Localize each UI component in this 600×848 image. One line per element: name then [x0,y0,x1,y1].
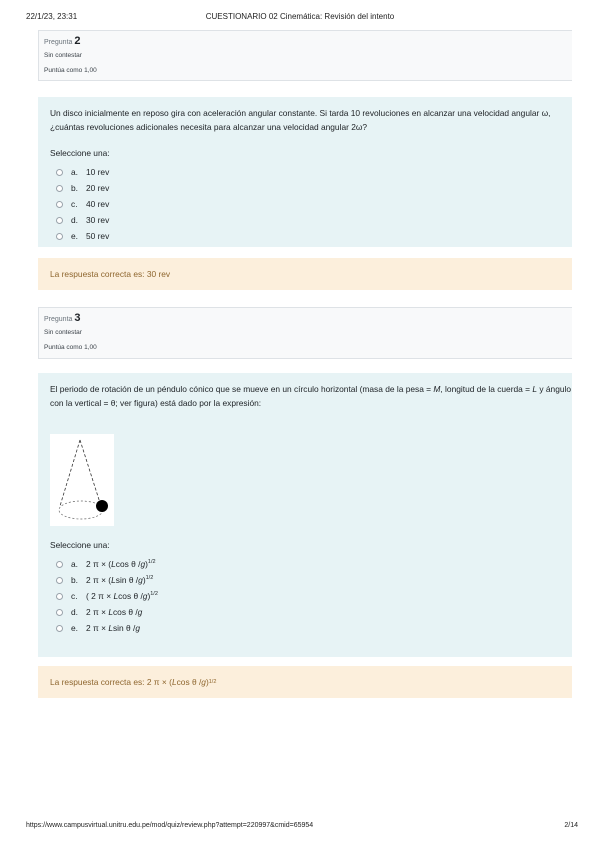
option-letter: e. [71,623,78,633]
variable-l: L [108,623,113,633]
variable-m: M [433,384,441,394]
question-3-feedback [38,666,572,698]
question-2-score: Puntúa como 1,00 [44,67,97,74]
question-2-text-line-2: ¿cuántas revoluciones adicionales necesita para alcanzar una velocidad angular 2ω? [50,122,368,132]
radio-button[interactable] [56,185,63,192]
page-number: 2/14 [564,822,578,829]
variable-g: g [140,559,146,569]
formula-part: sin θ / [115,575,139,585]
option-letter: c. [71,591,78,601]
feedback-text: La respuesta correcta es: 2 π × ( [50,677,172,687]
circular-path [59,501,103,519]
formula-part: cos θ / [112,607,138,617]
option-formula [86,607,142,617]
pendulum-bob [96,500,108,512]
answer-option[interactable] [50,620,560,636]
variable-g: g [142,591,148,601]
option-formula [86,623,140,633]
option-text: 10 rev [86,167,110,177]
option-text: 50 rev [86,231,110,241]
formula-part: ) [142,575,146,585]
pendulum-diagram [50,434,114,526]
option-letter: c. [71,199,78,209]
answer-option[interactable] [50,228,560,244]
question-2-status: Sin contestar [44,52,82,59]
question-3-number [44,312,567,324]
question-2-feedback: La respuesta correcta es: 30 rev [38,258,572,290]
question-2-text-line-1: Un disco inicialmente en reposo gira con aceleración angular constante. Si tarda 10 revoluciones en alcanzar una velocidad angular ω, [50,108,551,118]
variable-l: L [108,607,113,617]
question-number: 2 [74,35,81,47]
question-3-prompt: Seleccione una: [50,540,110,550]
footer-url: https://www.campusvirtual.unitru.edu.pe/mod/quiz/review.php?attempt=220997&cmid=65954 [26,822,314,829]
variable-l: L [111,575,116,585]
cone-edge-left [60,440,80,506]
formula-exponent: 1/2 [208,679,217,685]
answer-option[interactable] [50,588,560,604]
variable-l: L [113,591,119,601]
formula-part: 2 π × [86,607,109,617]
option-letter: a. [71,559,78,569]
answer-option[interactable] [50,212,560,228]
formula-exponent: 1/2 [150,591,158,597]
option-letter: d. [71,607,78,617]
question-3-answers [50,556,560,636]
radio-button[interactable] [56,625,63,632]
conical-pendulum-figure [50,434,114,526]
feedback-text: cos θ / [176,677,202,687]
variable-g: g [137,607,143,617]
question-3-text-line-2: con la vertical = θ; ver figura) está dado por la expresión: [50,398,262,408]
question-3-status: Sin contestar [44,329,82,336]
text-segment: y ángulo [537,384,572,394]
question-3-text-line-1 [50,382,572,396]
question-2-info [38,30,572,81]
text-segment: El periodo de rotación de un péndulo cónico que se mueve en un círculo horizontal (masa de la pesa = [50,384,434,394]
radio-button[interactable] [56,561,63,568]
question-label: Pregunta [44,316,73,323]
option-letter: e. [71,231,78,241]
formula-part: cos θ / [115,559,141,569]
option-formula [86,575,153,585]
answer-option[interactable] [50,556,560,572]
option-text: 40 rev [86,199,110,209]
formula-part: sin θ / [112,623,136,633]
formula-part: 2 π × ( [86,575,112,585]
option-letter: a. [71,167,78,177]
radio-button[interactable] [56,577,63,584]
page-title: CUESTIONARIO 02 Cinemática: Revisión del intento [205,12,395,21]
formula-part: 2 π × ( [86,559,112,569]
option-letter: d. [71,215,78,225]
question-number: 3 [74,312,81,324]
option-text: 20 rev [86,183,110,193]
question-label: Pregunta [44,39,73,46]
answer-option[interactable] [50,604,560,620]
cone-edge-right [80,440,101,506]
question-2-prompt: Seleccione una: [50,148,110,158]
question-3-score: Puntúa como 1,00 [44,344,97,351]
option-formula [86,559,156,569]
question-2-answers [50,164,560,244]
variable-l: L [111,559,116,569]
option-formula [86,591,158,601]
answer-option[interactable] [50,164,560,180]
radio-button[interactable] [56,201,63,208]
answer-option[interactable] [50,180,560,196]
radio-button[interactable] [56,217,63,224]
formula-part: ( 2 π × [86,591,114,601]
question-3-content [38,373,572,657]
option-letter: b. [71,575,78,585]
question-2-number [44,35,567,47]
variable-l: L [171,677,177,687]
radio-button[interactable] [56,609,63,616]
formula-exponent: 1/2 [145,575,154,581]
radio-button[interactable] [56,233,63,240]
variable-g: g [138,575,143,585]
option-letter: b. [71,183,78,193]
variable-l: L [532,384,538,394]
radio-button[interactable] [56,593,63,600]
variable-g: g [201,677,206,687]
question-2-content [38,97,572,247]
answer-option[interactable] [50,196,560,212]
formula-part: 2 π × [86,623,109,633]
variable-g: g [135,623,141,633]
radio-button[interactable] [56,169,63,176]
option-text: 30 rev [86,215,110,225]
formula-part: ) [145,559,148,569]
formula-part: ) [147,591,151,601]
print-timestamp: 22/1/23, 23:31 [26,12,78,21]
answer-option[interactable] [50,572,560,588]
formula-part: cos θ / [118,591,143,601]
feedback-text: ) [205,677,209,687]
text-segment: , longitud de la cuerda = [440,384,533,394]
formula-exponent: 1/2 [147,559,156,565]
question-3-info [38,307,572,359]
